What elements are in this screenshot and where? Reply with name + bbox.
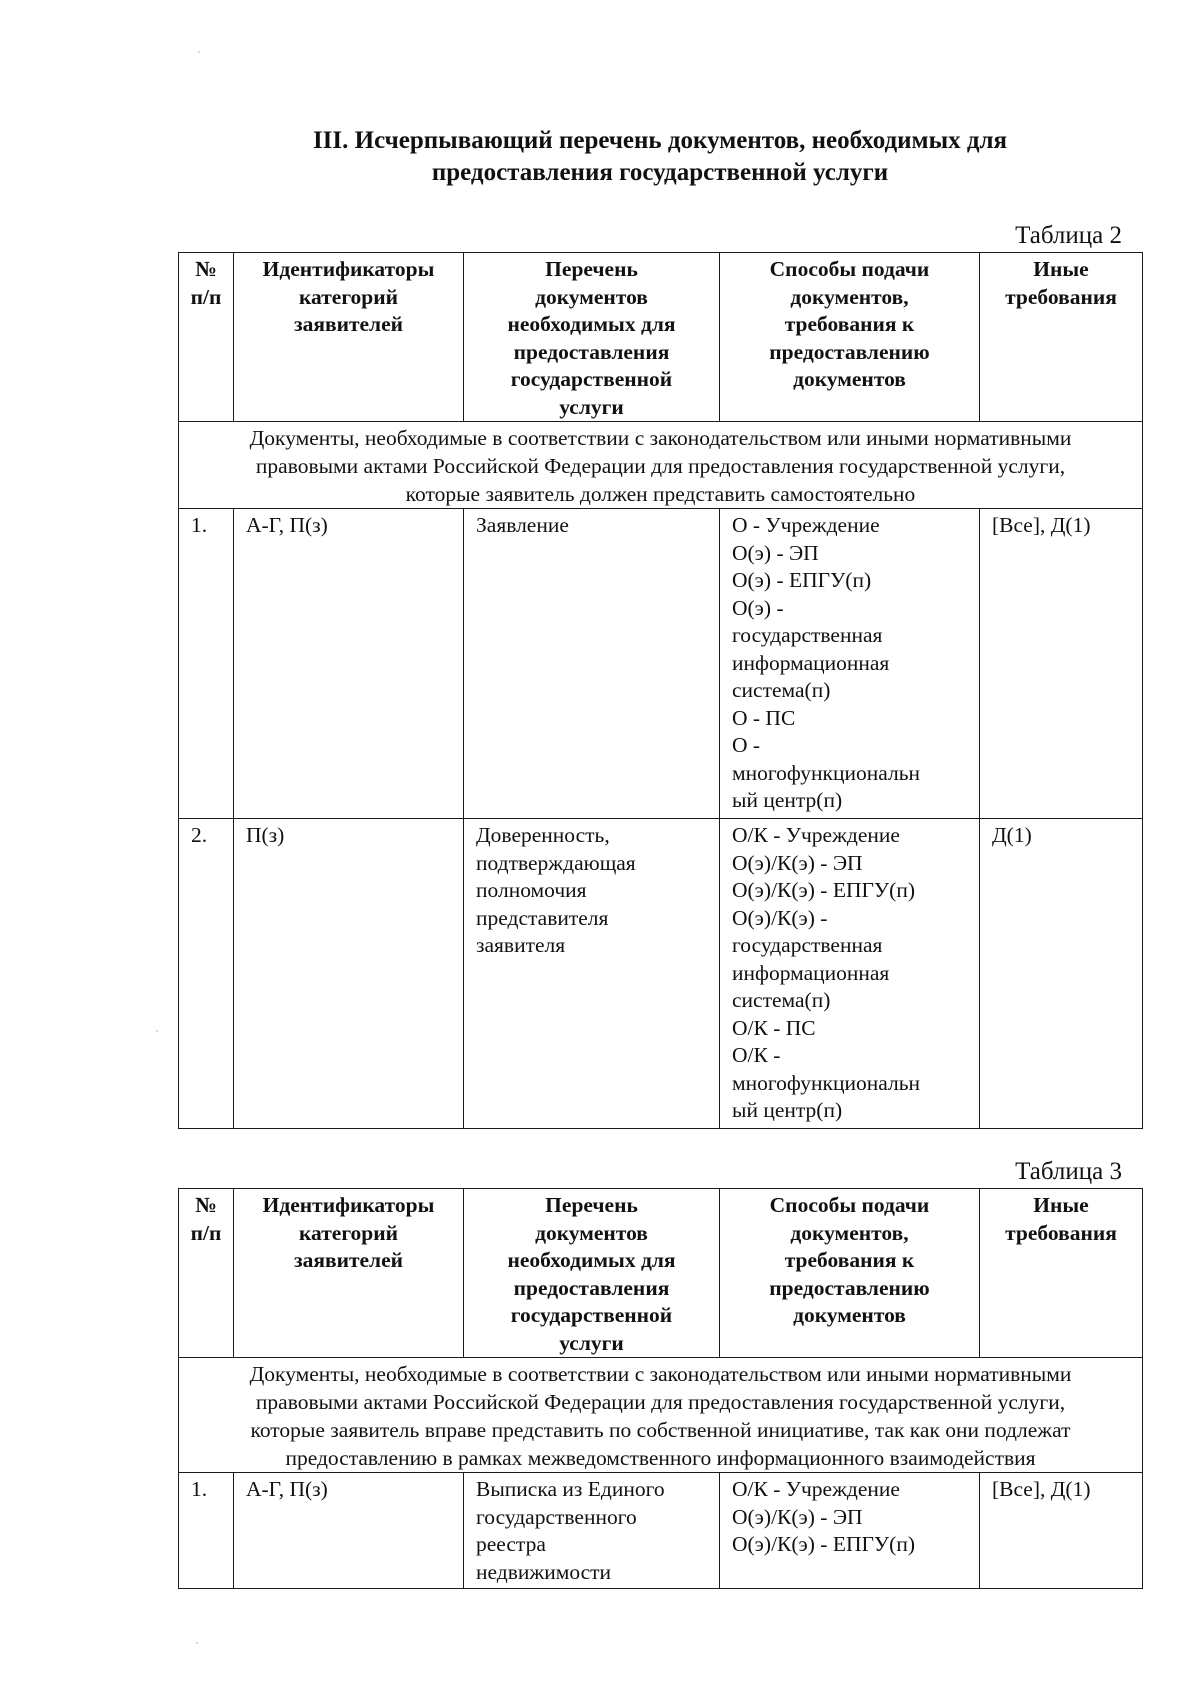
- header-document-list: Перечень документов необходимых для предоставления государственной услуги: [464, 253, 720, 422]
- scan-speck: [198, 51, 200, 53]
- cell-num: 1.: [179, 509, 234, 819]
- cell-document: Доверенность, подтверждающая полномочия представителя заявителя: [464, 819, 720, 1129]
- table-2-header-row: [179, 253, 1143, 422]
- cell-document: Заявление: [464, 509, 720, 819]
- section-description: Документы, необходимые в соответствии с законодательством или иными нормативными правовыми актами Российской Федерации для предоставления государственной услуги, которые заявитель вправе представить по собственной инициативе, так как они подлежат предоставлению в рамках межведомственного информационного взаимодействия: [179, 1358, 1143, 1473]
- cell-num: 1.: [179, 1473, 234, 1589]
- table-3-section-row: [179, 1358, 1143, 1473]
- heading-line-2: предоставления государственной услуги: [431, 159, 889, 186]
- cell-other: [Все], Д(1): [980, 1473, 1143, 1589]
- table-3: [178, 1188, 1143, 1589]
- cell-other: Д(1): [980, 819, 1143, 1129]
- cell-methods: О - Учреждение О(э) - ЭП О(э) - ЕПГУ(п) О(э) - государственная информационная система(п) О - ПС О - многофункциональн ый центр(п): [720, 509, 980, 819]
- header-num: № п/п: [179, 1189, 234, 1358]
- cell-applicant-ids: П(з): [234, 819, 464, 1129]
- cell-num: 2.: [179, 819, 234, 1129]
- section-description: Документы, необходимые в соответствии с законодательством или иными нормативными правовыми актами Российской Федерации для предоставления государственной услуги, которые заявитель должен представить самостоятельно: [179, 422, 1143, 509]
- header-other-requirements: Иные требования: [980, 253, 1143, 422]
- scan-speck: [156, 1030, 158, 1032]
- scan-speck: [196, 1642, 198, 1644]
- header-applicant-ids: Идентификаторы категорий заявителей: [234, 253, 464, 422]
- table-3-caption: Таблица 3: [1015, 1158, 1122, 1185]
- table-row: [179, 819, 1143, 1129]
- section-heading: [180, 125, 1140, 189]
- cell-methods: О/К - Учреждение О(э)/К(э) - ЭП О(э)/К(э) - ЕПГУ(п): [720, 1473, 980, 1589]
- cell-applicant-ids: А-Г, П(з): [234, 1473, 464, 1589]
- header-other-requirements: Иные требования: [980, 1189, 1143, 1358]
- table-3-header-row: [179, 1189, 1143, 1358]
- table-2-caption: Таблица 2: [1015, 222, 1122, 249]
- cell-document: Выписка из Единого государственного реестра недвижимости: [464, 1473, 720, 1589]
- table-2: [178, 252, 1143, 1129]
- table-row: [179, 1473, 1143, 1589]
- heading-line-1: III. Исчерпывающий перечень документов, необходимых для: [312, 127, 1008, 154]
- header-applicant-ids: Идентификаторы категорий заявителей: [234, 1189, 464, 1358]
- table-2-section-row: [179, 422, 1143, 509]
- cell-applicant-ids: А-Г, П(з): [234, 509, 464, 819]
- header-document-list: Перечень документов необходимых для предоставления государственной услуги: [464, 1189, 720, 1358]
- cell-methods: О/К - Учреждение О(э)/К(э) - ЭП О(э)/К(э) - ЕПГУ(п) О(э)/К(э) - государственная информационная система(п) О/К - ПС О/К - многофункциональн ый центр(п): [720, 819, 980, 1129]
- cell-other: [Все], Д(1): [980, 509, 1143, 819]
- header-submission-methods: Способы подачи документов, требования к предоставлению документов: [720, 253, 980, 422]
- table-row: [179, 509, 1143, 819]
- header-num: № п/п: [179, 253, 234, 422]
- header-submission-methods: Способы подачи документов, требования к предоставлению документов: [720, 1189, 980, 1358]
